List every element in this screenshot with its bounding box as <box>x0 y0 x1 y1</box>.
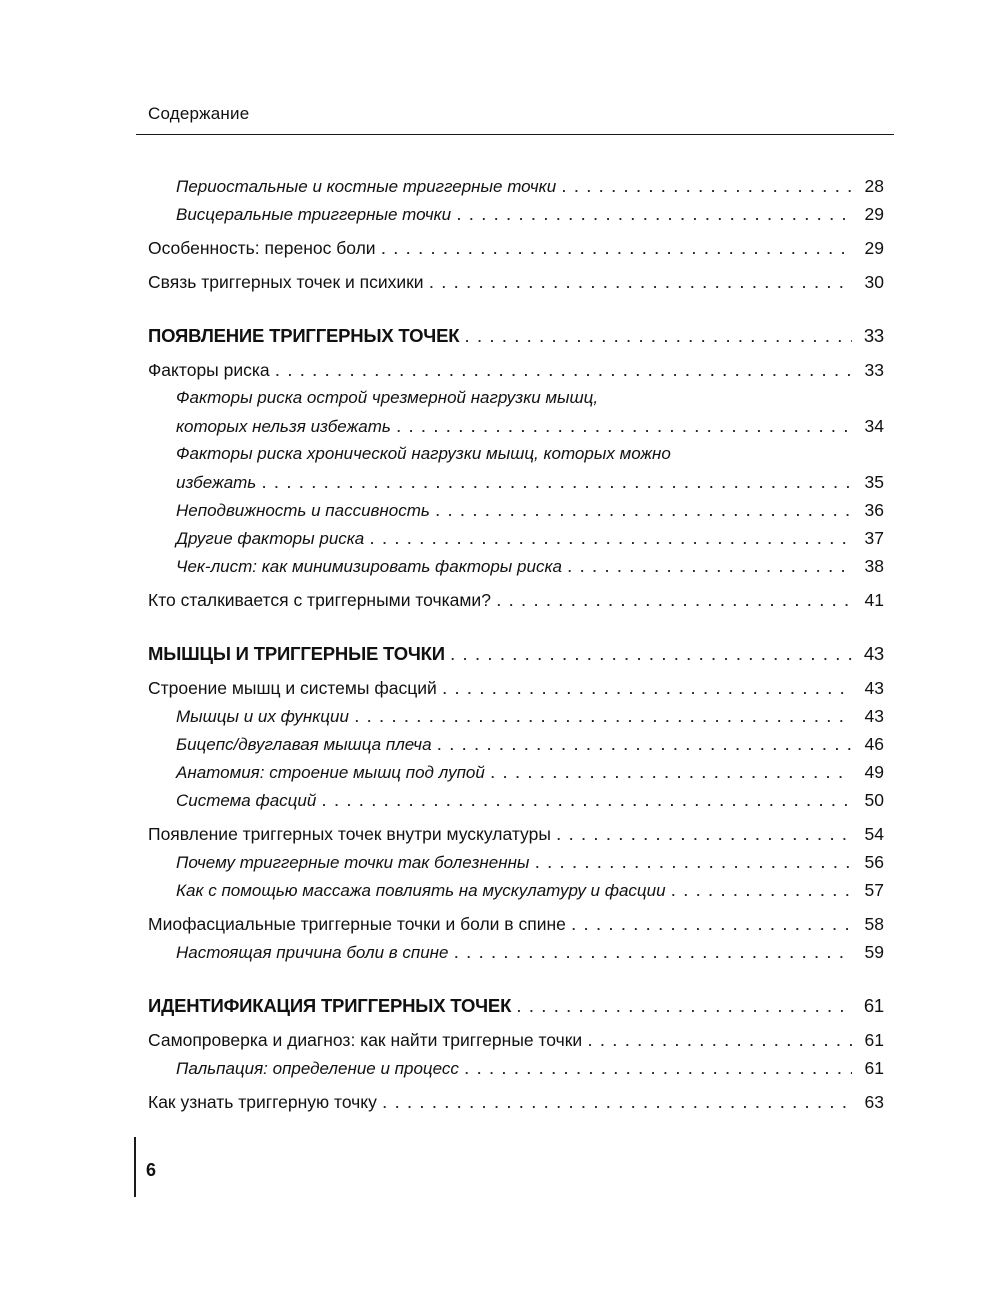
dot-leader <box>517 994 852 1022</box>
toc-entry-page: 43 <box>864 678 884 698</box>
toc-entry-page: 59 <box>864 942 884 962</box>
toc-entry-title: Бицепс/двуглавая мышца плеча <box>176 735 432 754</box>
dot-leader <box>451 642 852 670</box>
toc-entry-page: 41 <box>864 590 884 610</box>
toc-entry-title: Факторы риска хронической нагрузки мышц, которых можно <box>176 444 671 463</box>
dot-leader <box>465 1056 852 1084</box>
dot-leader <box>355 704 852 732</box>
toc-chapter-title: МЫШЦЫ И ТРИГГЕРНЫЕ ТОЧКИ <box>148 643 445 664</box>
toc-entry-page: 37 <box>864 528 884 548</box>
toc-entry-page: 43 <box>864 706 884 726</box>
toc-chapter-title: ПОЯВЛЕНИЕ ТРИГГЕРНЫХ ТОЧЕК <box>148 325 460 346</box>
toc-entry-title: Как с помощью массажа повлиять на мускулатуру и фасции <box>176 881 666 900</box>
dot-leader <box>262 470 852 498</box>
dot-leader <box>572 912 852 940</box>
dot-leader <box>588 1028 852 1056</box>
toc-entry-title: Появление триггерных точек внутри мускулатуры <box>148 824 551 844</box>
toc-entry[interactable] <box>148 702 884 730</box>
dot-leader <box>497 588 852 616</box>
toc-entry-page: 49 <box>864 762 884 782</box>
toc-entry-page: 61 <box>864 1058 884 1078</box>
dot-leader <box>383 1090 852 1118</box>
page-number: 6 <box>146 1160 157 1180</box>
dot-leader <box>370 526 852 554</box>
toc-chapter[interactable] <box>148 992 884 1020</box>
dot-leader <box>562 174 852 202</box>
toc-entry[interactable] <box>148 356 884 384</box>
toc-entry-page: 46 <box>864 734 884 754</box>
toc-entry-page: 29 <box>864 204 884 224</box>
toc-entry[interactable] <box>148 674 884 702</box>
toc-entry-title: которых нельзя избежать <box>176 417 391 436</box>
toc-entry-page: 54 <box>864 824 884 844</box>
toc-entry-page: 56 <box>864 852 884 872</box>
dot-leader <box>443 676 852 704</box>
dot-leader <box>568 554 852 582</box>
toc-entry[interactable] <box>148 876 884 904</box>
toc-entry-page: 28 <box>864 176 884 196</box>
dot-leader <box>276 358 852 386</box>
toc-entry[interactable] <box>148 268 884 296</box>
toc-entry[interactable] <box>148 820 884 848</box>
toc-entry-page: 29 <box>864 238 884 258</box>
table-of-contents <box>148 172 884 1116</box>
toc-entry[interactable] <box>148 524 884 552</box>
toc-entry-title: Строение мышц и системы фасций <box>148 678 437 698</box>
folio-bar <box>134 1137 136 1197</box>
dot-leader <box>430 270 852 298</box>
toc-entry-page: 38 <box>864 556 884 576</box>
toc-chapter-page: 61 <box>863 995 884 1016</box>
toc-entry-title: Анатомия: строение мышц под лупой <box>176 763 485 782</box>
toc-entry-first-line[interactable] <box>148 440 884 468</box>
running-header-title: Содержание <box>148 104 250 123</box>
toc-entry[interactable] <box>148 200 884 228</box>
toc-entry-title: Система фасций <box>176 791 317 810</box>
dot-leader <box>436 498 852 526</box>
toc-entry-page: 35 <box>864 472 884 492</box>
toc-entry-page: 30 <box>864 272 884 292</box>
toc-entry[interactable] <box>148 758 884 786</box>
toc-entry-title: Связь триггерных точек и психики <box>148 272 424 292</box>
toc-entry-page: 34 <box>864 416 884 436</box>
toc-entry-title: Почему триггерные точки так болезненны <box>176 853 530 872</box>
toc-entry-page: 50 <box>864 790 884 810</box>
toc-entry-title: избежать <box>176 473 257 492</box>
dot-leader <box>454 940 852 968</box>
dot-leader <box>557 822 852 850</box>
dot-leader <box>382 236 852 264</box>
toc-entry-title: Мышцы и их функции <box>176 707 349 726</box>
toc-entry-page: 57 <box>864 880 884 900</box>
dot-leader <box>491 760 852 788</box>
toc-entry[interactable] <box>148 412 884 440</box>
toc-chapter-title: ИДЕНТИФИКАЦИЯ ТРИГГЕРНЫХ ТОЧЕК <box>148 995 512 1016</box>
toc-entry[interactable] <box>148 468 884 496</box>
toc-entry[interactable] <box>148 552 884 580</box>
toc-entry[interactable] <box>148 730 884 758</box>
toc-entry[interactable] <box>148 786 884 814</box>
toc-entry-title: Пальпация: определение и процесс <box>176 1059 459 1078</box>
dot-leader <box>438 732 852 760</box>
toc-entry-page: 61 <box>864 1030 884 1050</box>
toc-entry-title: Самопроверка и диагноз: как найти триггерные точки <box>148 1030 583 1050</box>
dot-leader <box>322 788 852 816</box>
toc-chapter-page: 43 <box>863 643 884 664</box>
dot-leader <box>672 878 852 906</box>
toc-entry-title: Кто сталкивается с триггерными точками? <box>148 590 491 610</box>
toc-entry-title: Настоящая причина боли в спине <box>176 943 449 962</box>
toc-entry[interactable] <box>148 586 884 614</box>
dot-leader <box>465 324 852 352</box>
toc-entry-page: 36 <box>864 500 884 520</box>
toc-entry[interactable] <box>148 1088 884 1116</box>
toc-chapter[interactable] <box>148 322 884 350</box>
toc-entry-title: Факторы риска <box>148 360 270 380</box>
toc-entry-title: Висцеральные триггерные точки <box>176 205 452 224</box>
toc-entry-title: Миофасциальные триггерные точки и боли в спине <box>148 914 566 934</box>
toc-entry[interactable] <box>148 1054 884 1082</box>
toc-chapter-page: 33 <box>863 325 884 346</box>
toc-entry[interactable] <box>148 910 884 938</box>
toc-chapter[interactable] <box>148 640 884 668</box>
dot-leader <box>535 850 852 878</box>
toc-entry[interactable] <box>148 172 884 200</box>
toc-entry-title: Чек-лист: как минимизировать факторы риска <box>176 557 562 576</box>
toc-entry-first-line[interactable] <box>148 384 884 412</box>
toc-entry[interactable] <box>148 848 884 876</box>
toc-entry-page: 33 <box>864 360 884 380</box>
toc-entry[interactable] <box>148 496 884 524</box>
toc-entry-page: 63 <box>864 1092 884 1112</box>
toc-entry-title: Неподвижность и пассивность <box>176 501 430 520</box>
dot-leader <box>457 202 852 230</box>
toc-entry[interactable] <box>148 234 884 262</box>
toc-entry-title: Другие факторы риска <box>176 529 365 548</box>
dot-leader <box>397 414 852 442</box>
toc-entry-title: Периостальные и костные триггерные точки <box>176 177 557 196</box>
toc-entry[interactable] <box>148 1026 884 1054</box>
toc-entry-title: Как узнать триггерную точку <box>148 1092 377 1112</box>
toc-entry-title: Факторы риска острой чрезмерной нагрузки мышц, <box>176 388 599 407</box>
toc-entry[interactable] <box>148 938 884 966</box>
header-rule <box>136 134 894 135</box>
toc-entry-title: Особенность: перенос боли <box>148 238 376 258</box>
toc-entry-page: 58 <box>864 914 884 934</box>
